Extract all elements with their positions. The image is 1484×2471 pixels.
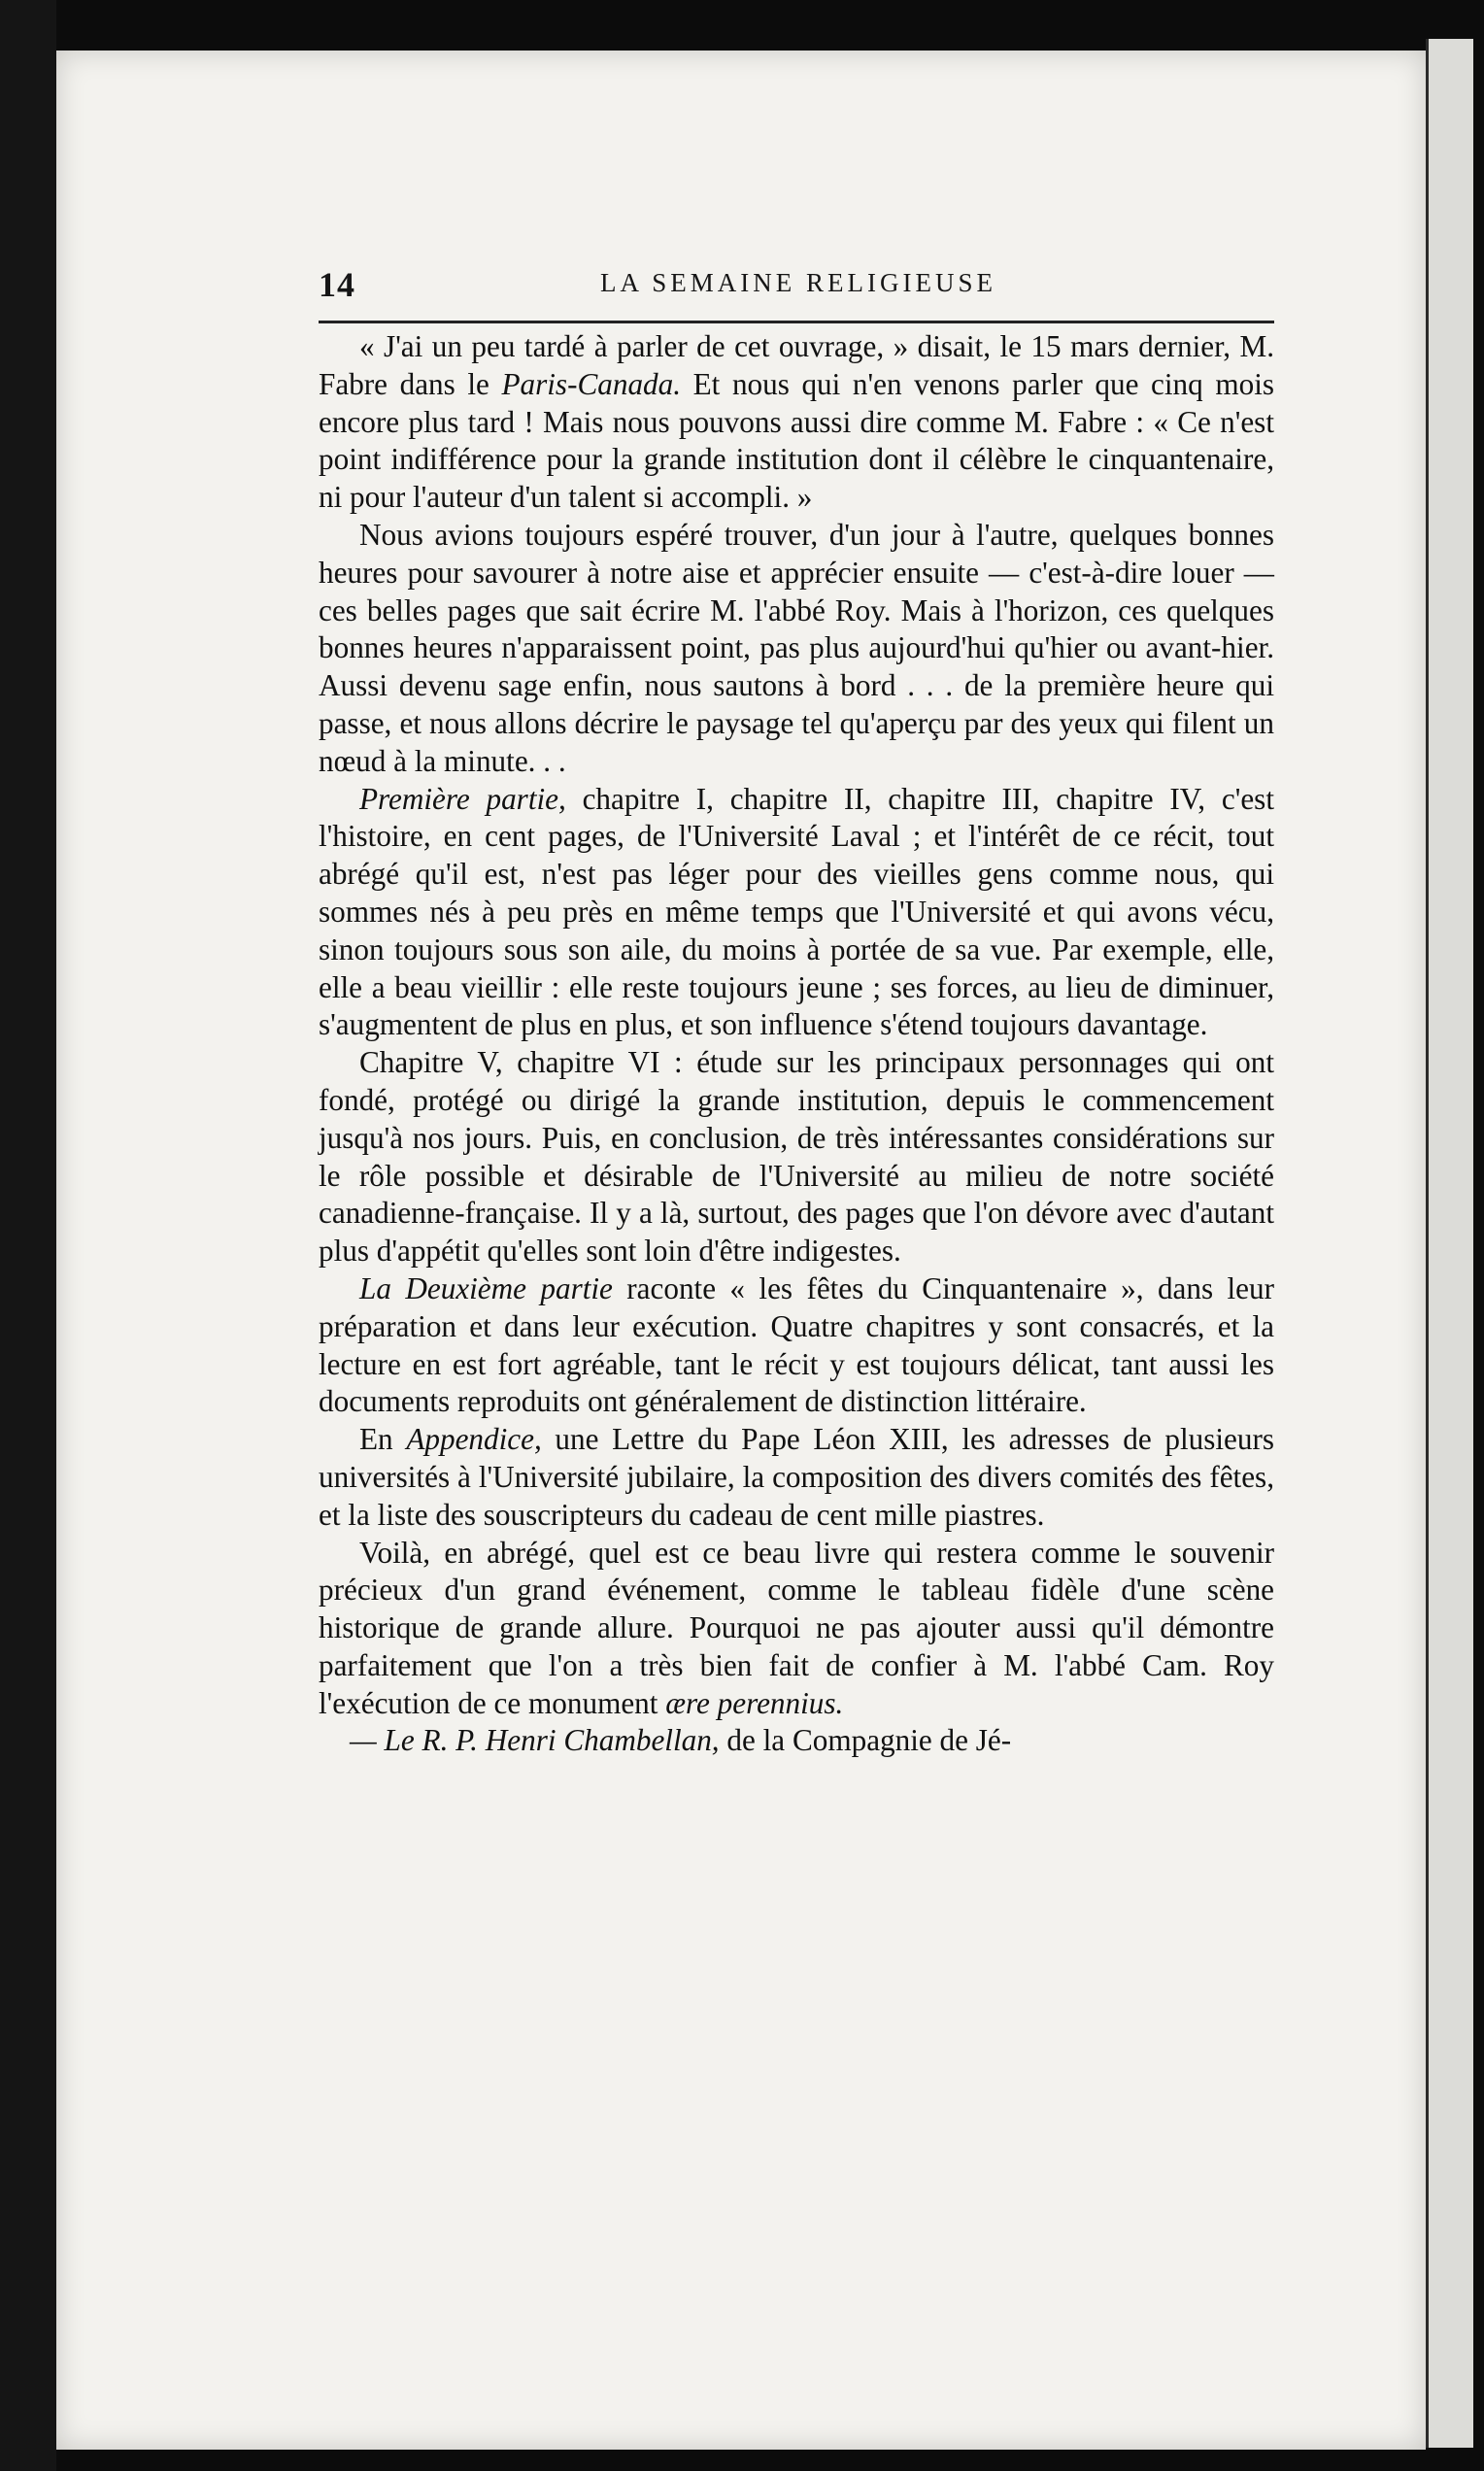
text-segment: En bbox=[359, 1422, 407, 1457]
italic-segment: Paris-Canada. bbox=[501, 366, 682, 401]
text-segment: Voilà, en abrégé, quel est ce beau livre qui restera comme le souvenir précieux d'un grand événement, comme le tableau fidèle d'une scène historique de grande allure. Pourquoi ne pas ajouter aussi qu'il démontre parfaitement que l'on a très bien fait de confier à M. l'abbé Cam. Roy l'exécution de ce monument bbox=[319, 1535, 1274, 1720]
paragraph-8 bbox=[319, 1722, 1274, 1760]
text-segment: de la Compagnie de Jé- bbox=[719, 1723, 1012, 1758]
scan-left-margin bbox=[0, 0, 56, 2471]
italic-segment: — Le R. P. Henri Chambellan, bbox=[350, 1723, 720, 1758]
text-segment: Et nous qui n'en venons parler que cinq mois encore plus tard ! Mais nous pouvons aussi dire comme M. Fabre : « Ce n'est point indifférence pour la grande institution dont il célèbre le cinquantenaire, ni pour l'auteur d'un talent si accompli. » bbox=[319, 366, 1274, 515]
italic-segment: La Deuxième partie bbox=[359, 1270, 613, 1305]
paragraph-1 bbox=[319, 328, 1274, 517]
paragraph-6 bbox=[319, 1421, 1274, 1534]
text-segment: raconte « les fêtes du Cinquantenaire », dans leur préparation et dans leur exécution. Quatre chapitres y sont consacrés, et la lecture en est fort agréable, tant le récit y est toujours délicat, tant aussi les documents reproduits ont généralement de distinction littéraire. bbox=[319, 1270, 1274, 1419]
running-head: LA SEMAINE RELIGIEUSE bbox=[600, 268, 996, 297]
paragraph-7 bbox=[319, 1535, 1274, 1723]
text-segment: « J'ai un peu tardé à parler de cet ouvrage, » disait, le 15 mars dernier, M. Fabre dans le bbox=[319, 329, 1274, 401]
italic-segment: Appendice, bbox=[406, 1422, 542, 1457]
header-rule bbox=[319, 321, 1274, 323]
page-number: 14 bbox=[319, 265, 355, 304]
italic-segment: Première partie, bbox=[359, 781, 566, 816]
paragraph-5 bbox=[319, 1270, 1274, 1421]
paragraph-3 bbox=[319, 781, 1274, 1045]
text-segment: Chapitre V, chapitre VI : étude sur les principaux personnages qui ont fondé, protégé ou dirigé la grande institution, depuis le commencement jusqu'à nos jours. Puis, en conclusion, de très intéressantes considérations sur le rôle possible et désirable de l'Université au milieu de notre société canadienne-française. Il y a là, surtout, des pages que l'on dévore avec d'autant plus d'appétit qu'elles sont loin d'être indigestes. bbox=[319, 1045, 1274, 1269]
text-segment: Nous avions toujours espéré trouver, d'un jour à l'autre, quelques bonnes heures pour savourer à notre aise et apprécier ensuite — c'est-à-dire louer — ces belles pages que sait écrire M. l'abbé Roy. Mais à l'horizon, ces quelques bonnes heures n'apparaissent point, pas plus aujourd'hui qu'hier ou avant-hier. Aussi devenu sage enfin, nous sautons à bord . . . de la première heure qui passe, et nous allons décrire le paysage tel qu'aperçu par des yeux qui filent un nœud à la minute. . . bbox=[319, 517, 1274, 778]
page-edge-strip bbox=[1426, 39, 1473, 2448]
text-segment: une Lettre du Pape Léon XIII, les adresses de plusieurs universités à l'Université jubilaire, la composition des divers comités des fêtes, et la liste des souscripteurs du cadeau de cent mille piastres. bbox=[319, 1422, 1274, 1532]
body-text bbox=[319, 328, 1274, 1760]
italic-segment: ære perennius. bbox=[665, 1685, 844, 1720]
paragraph-4 bbox=[319, 1044, 1274, 1270]
paragraph-2 bbox=[319, 517, 1274, 781]
page-header bbox=[319, 264, 1274, 322]
text-segment: chapitre I, chapitre II, chapitre III, chapitre IV, c'est l'histoire, en cent pages, de l'Université Laval ; et l'intérêt de ce récit, tout abrégé qu'il est, n'est pas léger pour des vieilles gens comme nous, qui sommes nés à peu près en même temps que l'Université et qui avons vécu, sinon toujours sous son aile, du moins à portée de sa vue. Par exemple, elle, elle a beau vieillir : elle reste toujours jeune ; ses forces, au lieu de diminuer, s'augmentent de plus en plus, et son influence s'étend toujours davantage. bbox=[319, 781, 1274, 1042]
